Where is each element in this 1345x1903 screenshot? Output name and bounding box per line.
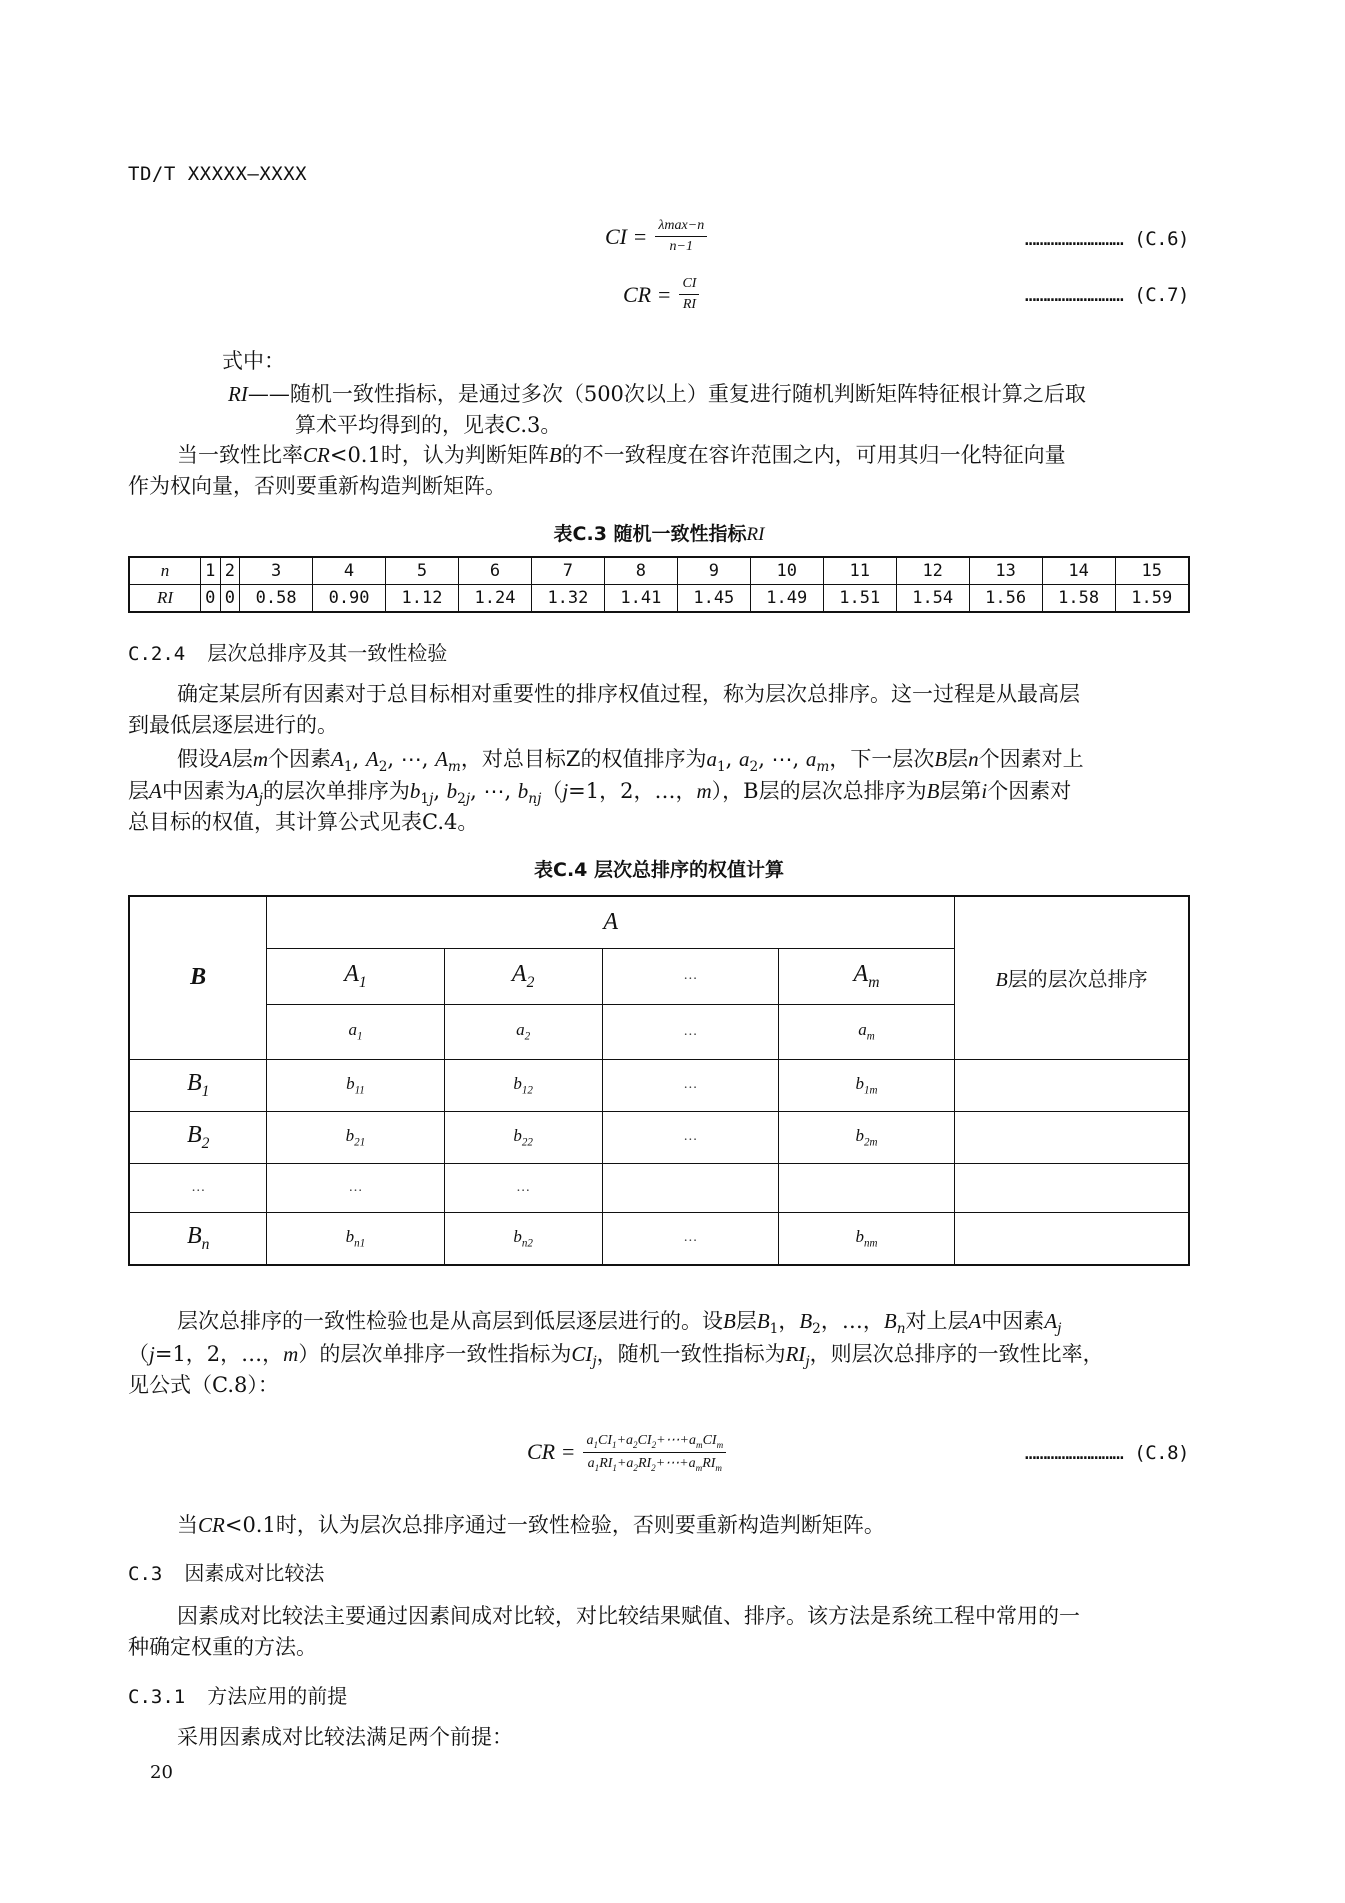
table-c3-caption xyxy=(128,519,1190,546)
table-c4-caption: 表C.4 层次总排序的权值计算 xyxy=(534,859,784,881)
text-span: ）的层次单排序一致性指标为 xyxy=(298,1342,572,1366)
table-cell xyxy=(955,1059,1189,1111)
table-cell xyxy=(955,1212,1189,1265)
table-row xyxy=(129,1111,1189,1163)
text-span: 层 xyxy=(735,1309,757,1333)
table-cell: … xyxy=(602,1059,778,1111)
formula-c7-denominator: RI xyxy=(682,297,697,312)
table-c3-caption-text: 表C.3 随机一致性指标 xyxy=(553,523,747,545)
text-span: 层 xyxy=(947,747,969,771)
where-label: 式中： xyxy=(222,349,285,373)
text-span: 层 xyxy=(128,779,149,803)
text-span: 个因素对上 xyxy=(978,747,1084,771)
table-cell: 9 xyxy=(677,557,750,585)
table-cell: $b_{21}$ xyxy=(267,1111,444,1163)
formula-c7-lhs: CR = xyxy=(623,281,672,307)
table-cell: 1.59 xyxy=(1115,585,1189,613)
table-cell: 5 xyxy=(386,557,459,585)
table-cell: $A_2$ xyxy=(444,948,602,1004)
text-span: ，随机一致性指标为 xyxy=(596,1342,786,1366)
table-cell xyxy=(602,1163,778,1212)
table-cell: 1.45 xyxy=(677,585,750,613)
formula-c6 xyxy=(605,218,707,255)
table-cell: $b_{n1}$ xyxy=(267,1212,444,1265)
table-row xyxy=(129,557,1189,585)
table-cell: 3 xyxy=(240,557,313,585)
table-cell xyxy=(955,1111,1189,1163)
table-cell: $B_n$ xyxy=(129,1212,267,1265)
table-cell: $b_{12}$ xyxy=(444,1059,602,1111)
table-c3-caption-var: RI xyxy=(746,524,765,545)
table-cell: 8 xyxy=(604,557,677,585)
paragraph-cr-threshold: 当CR<0.1时，认为层次总排序通过一致性检验，否则要重新构造判断矩阵。 xyxy=(177,1513,885,1537)
formula-c6-fraction xyxy=(655,218,707,255)
formula-c7-fraction xyxy=(679,276,699,313)
text-span: <0.1时，认为层次总排序通过一致性检验，否则要重新构造判断矩阵。 xyxy=(224,1513,885,1537)
cr-paragraph-line1: 当一致性比率CR<0.1时，认为判断矩阵B的不一致程度在容许范围之内，可用其归一化特征向量 xyxy=(177,443,1066,467)
table-cell: $B_2$ xyxy=(129,1111,267,1163)
table-cell: $a_m$ xyxy=(778,1004,954,1059)
table-cell: $b_{n2}$ xyxy=(444,1212,602,1265)
formula-c8-numerator: $a_1CI_1+a_2CI_2+\cdots+a_mCI_m$ xyxy=(583,1432,726,1453)
formula-c6-numerator: λmax−n xyxy=(655,218,707,237)
text-span: 个因素对 xyxy=(987,779,1072,803)
text-span: 对上层 xyxy=(905,1309,969,1333)
text-span: 中因素为 xyxy=(161,779,246,803)
paragraph-total-ranking-line1: 确定某层所有因素对于总目标相对重要性的排序权值过程，称为层次总排序。这一过程是从最高层 xyxy=(177,682,1080,706)
table-cell: 1.56 xyxy=(969,585,1042,613)
table-cell: $b_{22}$ xyxy=(444,1111,602,1163)
formula-c8-fraction xyxy=(583,1432,726,1473)
table-cell: 1.58 xyxy=(1042,585,1115,613)
table-cell: 7 xyxy=(531,557,604,585)
heading-title: 因素成对比较法 xyxy=(184,1561,325,1585)
table-group-header: A xyxy=(267,896,955,948)
table-cell: $A_1$ xyxy=(267,948,444,1004)
cr-paragraph-line2: 作为权向量，否则要重新构造判断矩阵。 xyxy=(128,474,506,498)
table-cell: 10 xyxy=(750,557,823,585)
section-heading-c3-1 xyxy=(128,1680,347,1709)
paragraph-consistency-line3: 见公式（C.8）： xyxy=(128,1373,279,1397)
table-row xyxy=(129,1163,1189,1212)
table-cell: 1.41 xyxy=(604,585,677,613)
table-cell: 6 xyxy=(458,557,531,585)
table-cell: 13 xyxy=(969,557,1042,585)
paragraph-premise: 采用因素成对比较法满足两个前提： xyxy=(177,1725,513,1749)
table-cell: 15 xyxy=(1115,557,1189,585)
table-row xyxy=(129,1212,1189,1265)
formula-c6-denominator: n−1 xyxy=(669,239,693,254)
table-cell: n xyxy=(129,557,201,585)
ri-term: RI xyxy=(228,382,248,406)
equation-number-c6: ……………………… (C.6) xyxy=(1024,228,1189,250)
equation-number-c7: ……………………… (C.7) xyxy=(1024,284,1189,306)
heading-title: 方法应用的前提 xyxy=(207,1684,348,1708)
table-cell: 4 xyxy=(313,557,386,585)
paragraph-pairwise-line2: 种确定权重的方法。 xyxy=(128,1635,317,1659)
paragraph-assumption-line2: 层A中因素为$A_j$的层次单排序为$b_{1j}$, $b_{2j}$, ⋯, $b_{nj}(j=1$，2，…，m），B层的层次总排序为B层第i个因素对 xyxy=(128,779,1072,808)
text-span: ，则层次总排序的一致性比率， xyxy=(809,1342,1104,1366)
table-cell: 1 xyxy=(201,557,221,585)
text-span: 层次总排序的一致性检验也是从高层到低层逐层进行的。设 xyxy=(177,1309,723,1333)
table-cell: $A_m$ xyxy=(778,948,954,1004)
table-cell: $b_{nm}$ xyxy=(778,1212,954,1265)
table-last-col-header: B层的层次总排序 xyxy=(955,896,1189,1059)
table-cell: 0.58 xyxy=(240,585,313,613)
table-cell: … xyxy=(129,1163,267,1212)
table-cell: … xyxy=(602,948,778,1004)
table-cell: $B_1$ xyxy=(129,1059,267,1111)
table-cell: $b_{2m}$ xyxy=(778,1111,954,1163)
table-cell: 1.49 xyxy=(750,585,823,613)
text-span: （ xyxy=(541,779,563,803)
formula-c8-denominator: $a_1RI_1+a_2RI_2+\cdots+a_mRI_m$ xyxy=(587,1455,722,1473)
table-cell: … xyxy=(602,1111,778,1163)
table-cell: 1.54 xyxy=(896,585,969,613)
paragraph-total-ranking-line2: 到最低层逐层进行的。 xyxy=(128,713,338,737)
cr-text-b: <0.1时，认为判断矩阵 xyxy=(329,443,549,467)
paragraph-assumption-line3: 总目标的权值，其计算公式见表C.4。 xyxy=(128,810,479,834)
table-cell: 1.12 xyxy=(386,585,459,613)
table-corner-cell: B xyxy=(129,896,267,1059)
paragraph-pairwise-line1: 因素成对比较法主要通过因素间成对比较，对比较结果赋值、排序。该方法是系统工程中常用的一 xyxy=(177,1604,1080,1628)
formula-c7-numerator: CI xyxy=(679,276,699,295)
text-span: 假设 xyxy=(177,747,219,771)
table-cell: $b_{11}$ xyxy=(267,1059,444,1111)
table-cell: … xyxy=(444,1163,602,1212)
table-cell: 0 xyxy=(201,585,221,613)
table-cell: 2 xyxy=(220,557,240,585)
paragraph-consistency-line2: （j=1，2，…，m）的层次单排序一致性指标为$CI_j$，随机一致性指标为$RI_j$，则层次总排序的一致性比率， xyxy=(128,1342,1104,1371)
table-cell: … xyxy=(602,1004,778,1059)
formula-c7 xyxy=(623,276,699,313)
text-span: ，对总目标Z的权值排序为 xyxy=(460,747,707,771)
text-span: 层第 xyxy=(939,779,982,803)
table-cell: $b_{1m}$ xyxy=(778,1059,954,1111)
text-span: =1，2，…， xyxy=(154,1342,284,1366)
page-number: 20 xyxy=(150,1762,173,1783)
section-heading-c2-4 xyxy=(128,637,447,666)
ri-definition-line1: ——随机一致性指标，是通过多次（500次以上）重复进行随机判断矩阵特征根计算之后取 xyxy=(247,382,1086,406)
table-cell: 1.51 xyxy=(823,585,896,613)
text-span: 个因素 xyxy=(268,747,331,771)
table-cell: … xyxy=(267,1163,444,1212)
table-cell: 14 xyxy=(1042,557,1115,585)
formula-c8-lhs: CR = xyxy=(527,1439,576,1465)
table-cell: $a_1$ xyxy=(267,1004,444,1059)
equation-number-c8: ……………………… (C.8) xyxy=(1024,1442,1189,1464)
table-cell xyxy=(955,1163,1189,1212)
formula-c6-lhs: CI = xyxy=(605,223,648,249)
table-cell: 1.24 xyxy=(458,585,531,613)
table-cell: 0 xyxy=(220,585,240,613)
table-cell: RI xyxy=(129,585,201,613)
heading-number: C.3.1 xyxy=(128,1686,186,1708)
paragraph-assumption-line1: 假设A层m个因素$A_1$, $A_2$, ⋯, $A_m$，对总目标Z的权值排序为$a_1$, $a_2$, ⋯, $a_m$，下一层次B层n个因素对上 xyxy=(177,747,1084,776)
table-cell xyxy=(778,1163,954,1212)
text-span: 中因素 xyxy=(981,1309,1045,1333)
paragraph-consistency-line1: 层次总排序的一致性检验也是从高层到低层逐层进行的。设B层$B_1$，$B_2$，…，$B_n$对上层A中因素$A_j$ xyxy=(177,1309,1062,1338)
table-cell: 0.90 xyxy=(313,585,386,613)
text-span: 的层次单排序为 xyxy=(262,779,410,803)
formula-c8 xyxy=(527,1432,726,1473)
table-row xyxy=(129,585,1189,613)
cr-text-a: 当一致性比率 xyxy=(177,443,303,467)
ri-definition-line2: 算术平均得到的，见表C.3。 xyxy=(295,413,562,437)
table-cell: … xyxy=(602,1212,778,1265)
text-span: （ xyxy=(128,1342,149,1366)
table-cell: 11 xyxy=(823,557,896,585)
table-row xyxy=(129,1059,1189,1111)
table-row xyxy=(129,896,1189,948)
cr-text-c: 的不一致程度在容许范围之内，可用其归一化特征向量 xyxy=(561,443,1066,467)
text-span: ），B层的层次总排序为 xyxy=(711,779,927,803)
document-code: TD/T XXXXX—XXXX xyxy=(128,163,308,185)
text-span: 层 xyxy=(231,747,253,771)
table-cell: 12 xyxy=(896,557,969,585)
table-cell: 1.32 xyxy=(531,585,604,613)
table-cell: $a_2$ xyxy=(444,1004,602,1059)
text-span: ，下一层次 xyxy=(829,747,935,771)
ri-definition xyxy=(228,379,1198,409)
table-c4 xyxy=(128,895,1190,1266)
text-span: 当 xyxy=(177,1513,198,1537)
heading-title: 层次总排序及其一致性检验 xyxy=(207,641,448,665)
section-heading-c3 xyxy=(128,1557,324,1586)
heading-number: C.3 xyxy=(128,1563,163,1585)
table-c3 xyxy=(128,556,1190,613)
text-span: =1，2，…， xyxy=(568,779,697,803)
heading-number: C.2.4 xyxy=(128,643,186,665)
